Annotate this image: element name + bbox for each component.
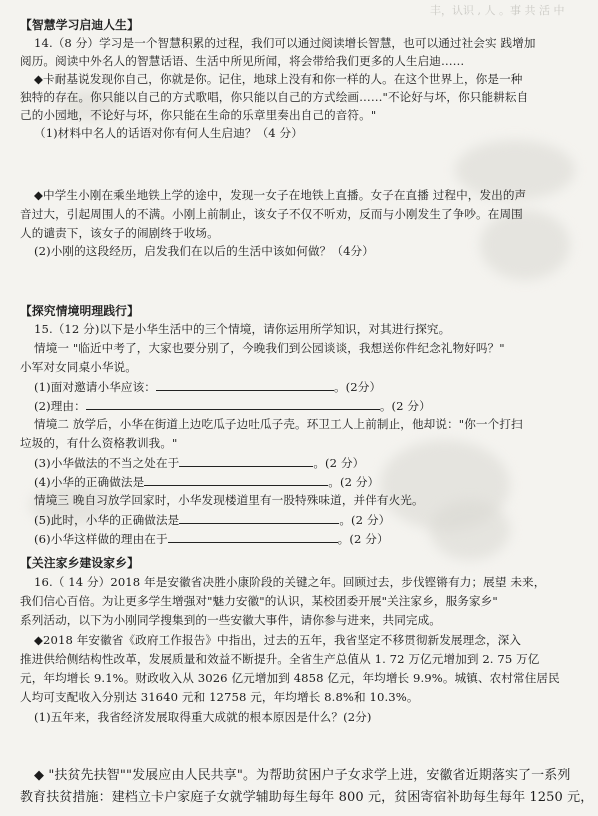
q16-material1-cont2: 元，年均增长 9.1%。财政收入从 3026 亿元增加到 4858 亿元，年均增长 9.9%。城镇、农村常住居民	[20, 671, 560, 685]
answer-blank-4[interactable]	[144, 474, 328, 486]
q14-material1-cont2: 己的小园地，不论好与坏，你只能在生命的乐章里奏出自己的音符。"	[20, 108, 377, 122]
section-header-wisdom: 【智慧学习启迪人生】	[20, 18, 139, 32]
q15-sub4	[34, 474, 379, 490]
q15-scene2-cont: 垃圾的，有什么资格教训我。"	[20, 436, 178, 450]
q16-material1-cont3: 人均可支配收入分别达 31640 元和 12758 元，年均增长 8.8%和 10.3%。	[20, 690, 419, 704]
q14-material2: ◆中学生小刚在乘坐地铁上学的途中，发现一女子在地铁上直播。女子在直播 过程中，发出的声	[34, 188, 527, 202]
q15-scene3: 情境三 晚自习放学回家时，小华发现楼道里有一股特殊味道，并伴有火光。	[34, 493, 424, 507]
bleed-through-text: 丰，认识 , 人 。事 共 活 中	[430, 4, 565, 17]
q14-material2-cont2: 人的谴责下，该女子的闹剧终于收场。	[20, 226, 219, 240]
answer-blank-1[interactable]	[156, 379, 334, 391]
q15-sub6-label: (6)小华这样做的理由在于	[34, 532, 168, 546]
q14-sub2: (2)小刚的这段经历，启发我们在以后的生活中该如何做？（4分）	[34, 244, 374, 258]
q15-sub6	[34, 531, 389, 547]
q15-sub5-label: (5)此时，小华的正确做法是	[34, 513, 180, 527]
q16-sub1: (1)五年来，我省经济发展取得重大成就的根本原因是什么？(2分)	[34, 710, 372, 724]
q15-sub3	[34, 455, 364, 471]
q15-sub1-label: (1)面对邀请小华应该：	[34, 380, 156, 394]
q16-stem-cont: 我们信心百倍。为让更多学生增强对"魅力安徽"的认识，某校团委开展"关注家乡，服务家乡"	[20, 594, 498, 608]
q16-material1-cont: 推进供给侧结构性改革，发展质量和效益不断提升。全省生产总值从 1. 72 万亿元增加到 2. 75 万亿	[20, 652, 540, 666]
q15-sub1-score: 。(2分）	[333, 380, 382, 394]
q14-material1-cont: 独特的存在。你只能以自己的方式歌唱，你只能以自己的方式绘画……"不论好与坏，你只能耕耘自	[20, 90, 529, 104]
q15-stem: 15.（12 分)以下是小华生活中的三个情境，请你运用所学知识，对其进行探究。	[34, 322, 451, 336]
q15-sub2-label: (2)理由：	[34, 399, 86, 413]
q14-stem-cont: 阅历。阅读中外名人的智慧话语、生活中所见所闻，将会带给我们更多的人生启迪……	[20, 54, 465, 68]
q14-material1: ◆卡耐基说发现你自己，你就是你。记住，地球上没有和你一样的人。在这个世界上，你是一种	[34, 72, 523, 86]
q15-sub5	[34, 512, 390, 528]
q15-sub1	[34, 379, 381, 395]
q15-sub2-score: 。(2 分）	[379, 399, 431, 413]
q15-sub3-score: 。(2 分）	[313, 456, 365, 470]
answer-blank-2[interactable]	[86, 398, 380, 410]
q15-sub4-score: 。(2 分）	[328, 475, 380, 489]
section-header-explore: 【探究情境明理践行】	[20, 304, 139, 318]
q15-sub6-score: 。(2 分）	[337, 532, 389, 546]
q16-material2: ◆ "扶贫先扶智""发展应由人民共享"。为帮助贫困户子女求学上进，安徽省近期落实了一系列	[34, 768, 571, 783]
q14-stem: 14.（8 分）学习是一个智慧积累的过程，我们可以通过阅读增长智慧，也可以通过社会实 践增加	[34, 36, 536, 50]
q14-material2-cont: 音过大，引起周围人的不满。小刚上前制止，该女子不仅不听劝，反而与小刚发生了争吵。在周围	[20, 207, 523, 221]
q16-stem-cont2: 系列活动，以下为小刚同学搜集到的一些安徽大事件，请你参与进来，共同完成。	[20, 613, 441, 627]
answer-blank-5[interactable]	[179, 512, 339, 524]
q16-stem: 16.（ 14 分）2018 年是安徽省决胜小康阶段的关键之年。回顾过去，步伐铿锵有力；展望 未来，	[34, 575, 546, 589]
q16-material1: ◆2018 年安徽省《政府工作报告》中指出，过去的五年，我省坚定不移贯彻新发展理念，深入	[34, 633, 522, 647]
q15-sub5-score: 。(2 分）	[339, 513, 391, 527]
q15-scene1: 情境一 "临近中考了，大家也要分别了，今晚我们到公园谈谈，我想送你件纪念礼物好吗？"	[34, 341, 505, 355]
q15-scene1-cont: 小军对女同桌小华说。	[20, 360, 137, 374]
q15-sub2	[34, 398, 431, 414]
q15-scene2: 情境二 放学后，小华在街道上边吃瓜子边吐瓜子壳。环卫工人上前制止，他却说："你一个打扫	[34, 417, 523, 431]
section-header-hometown: 【关注家乡建设家乡】	[20, 556, 139, 570]
q16-material2-cont: 教育扶贫措施：建档立卡户家庭子女就学辅助每生每年 800 元，贫困寄宿补助每生每年 1250 元，	[20, 790, 594, 805]
q15-sub3-label: (3)小华做法的不当之处在于	[34, 456, 180, 470]
answer-blank-6[interactable]	[168, 531, 338, 543]
answer-blank-3[interactable]	[179, 455, 313, 467]
q15-sub4-label: (4)小华的正确做法是	[34, 475, 145, 489]
q14-sub1: （1)材料中名人的话语对你有何人生启迪？（4 分）	[34, 126, 303, 140]
